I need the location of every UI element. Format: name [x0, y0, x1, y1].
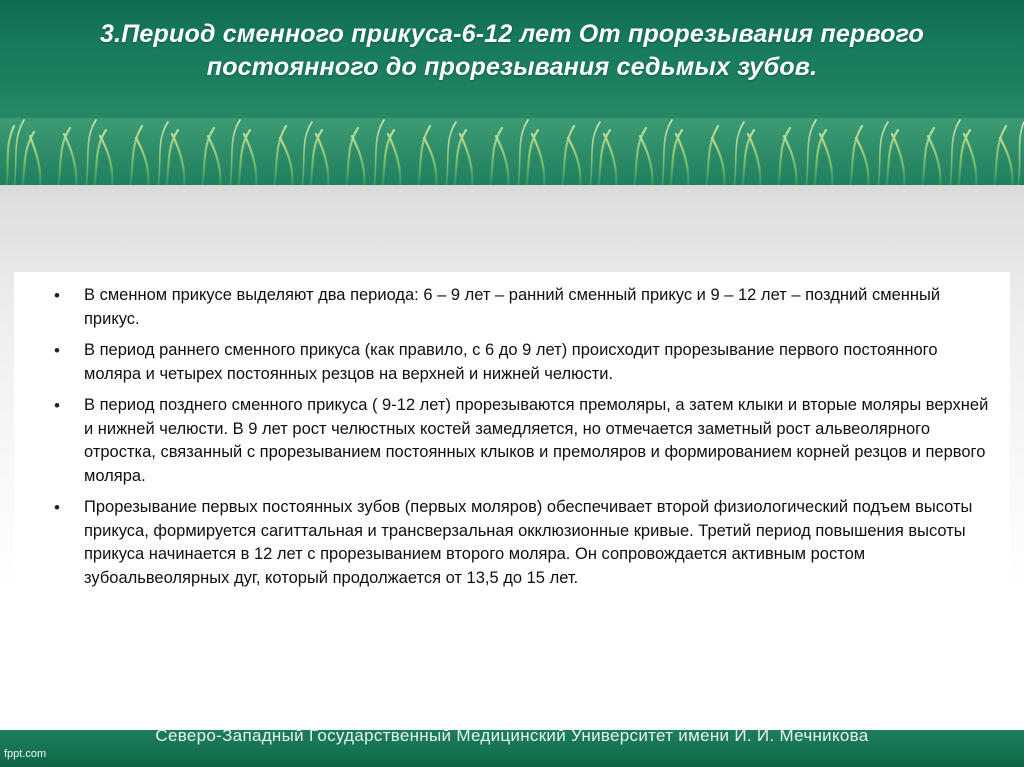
bullet-marker: •	[54, 396, 60, 415]
footer-institution: Северо-Западный Государственный Медицинский Университет имени И. И. Мечникова	[155, 726, 869, 745]
fppt-watermark: fppt.com	[4, 748, 47, 760]
list-item	[36, 496, 992, 590]
list-item-text: В период раннего сменного прикуса (как правило, с 6 до 9 лет) происходит прорезывание первого постоянного моляра и четырех постоянных резцов на верхней и нижней челюсти.	[84, 341, 938, 383]
bullet-marker: •	[54, 341, 60, 360]
slide-title: 3.Период сменного прикуса-6-12 лет От прорезывания первого постоянного до прорезывания седьмых зубов.	[100, 20, 924, 81]
list-item-text: Прорезывание первых постоянных зубов (первых моляров) обеспечивает второй физиологический подъем высоты прикуса, формируется сагиттальная и трансверзальная окклюзионные кривые. Третий период повышения высоты прикуса начинается в 12 лет с прорезыванием второго моляра. Он сопровождается активным ростом зубоальвеолярных дуг, который продолжается от 13,5 до 15 лет.	[84, 498, 973, 587]
list-item	[36, 284, 992, 331]
grass-decoration	[0, 118, 1024, 188]
list-item-text: В сменном прикусе выделяют два периода: 6 – 9 лет – ранний сменный прикус и 9 – 12 лет – поздний сменный прикус.	[84, 286, 941, 328]
bullet-marker: •	[54, 286, 60, 305]
list-item-text: В период позднего сменного прикуса ( 9-12 лет) прорезываются премоляры, а затем клыки и вторые моляры верхней и нижней челюсти. В 9 лет рост челюстных костей замедляется, но отмечается заметный рост альвеолярного отростка, связанный с прорезыванием постоянных клыков и премоляров и формированием корней резцов и первого моляра.	[84, 396, 989, 485]
list-item	[36, 394, 992, 488]
bullet-marker: •	[54, 498, 60, 517]
bullet-list	[14, 272, 1010, 590]
content-area	[14, 272, 1010, 706]
list-item	[36, 339, 992, 386]
